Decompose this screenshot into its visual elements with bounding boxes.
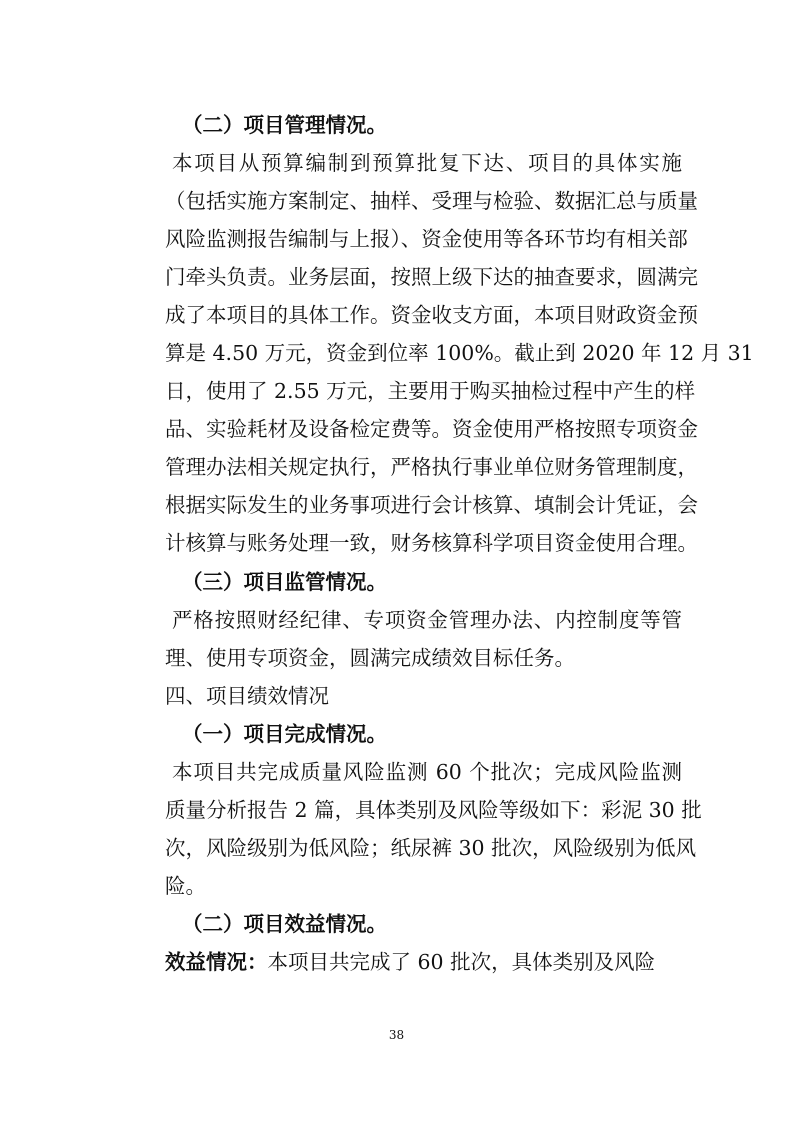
benefit-line	[165, 952, 675, 973]
paragraph-line: 算是 4.50 万元，资金到位率 100%。截止到 2020 年 12 月 31	[165, 341, 754, 365]
paragraph-line: （包括实施方案制定、抽样、受理与检验、数据汇总与质量	[165, 189, 698, 213]
paragraph-line: 风险监测报告编制与上报）、资金使用等各环节均有相关部	[165, 227, 688, 251]
benefit-text: 本项目共完成了 60 批次，具体类别及风险	[267, 950, 656, 974]
benefit-label: 效益情况：	[165, 950, 268, 974]
paragraph-line: 日，使用了 2.55 万元，主要用于购买抽检过程中产生的样	[165, 379, 696, 403]
performance-heading: 四、项目绩效情况	[165, 684, 329, 708]
paragraph-line: 严格按照财经纪律、专项资金管理办法、内控制度等管	[172, 608, 682, 632]
paragraph-line: 质量分析报告 2 篇，具体类别及风险等级如下：彩泥 30 批	[165, 798, 702, 822]
paragraph-line: 门牵头负责。业务层面，按照上级下达的抽查要求，圆满完	[165, 265, 698, 289]
page-number: 38	[388, 1028, 405, 1042]
paragraph-line: 次，风险级别为低风险；纸尿裤 30 批次，风险级别为低风	[165, 836, 697, 860]
paragraph-line: 管理办法相关规定执行，严格执行事业单位财务管理制度，	[165, 455, 698, 479]
paragraph-line: 品、实验耗材及设备检定费等。资金使用严格按照专项资金	[165, 417, 698, 441]
paragraph-line: 成了本项目的具体工作。资金收支方面，本项目财政资金预	[165, 303, 698, 327]
paragraph-line: 根据实际发生的业务事项进行会计核算、填制会计凭证，会	[165, 493, 698, 517]
paragraph-line: 本项目共完成质量风险监测 60 个批次；完成风险监测	[172, 760, 682, 784]
paragraph-line: 计核算与账务处理一致，财务核算科学项目资金使用合理。	[165, 531, 698, 555]
completion-heading: （一）项目完成情况。	[182, 722, 387, 746]
supervision-heading: （三）项目监管情况。	[182, 570, 387, 594]
paragraph-line: 险。	[165, 874, 206, 898]
benefit-heading: （二）项目效益情况。	[182, 912, 387, 936]
paragraph-line: 理、使用专项资金，圆满完成绩效目标任务。	[165, 646, 575, 670]
paragraph-line: 本项目从预算编制到预算批复下达、项目的具体实施	[172, 151, 682, 175]
management-heading: （二）项目管理情况。	[182, 113, 387, 137]
